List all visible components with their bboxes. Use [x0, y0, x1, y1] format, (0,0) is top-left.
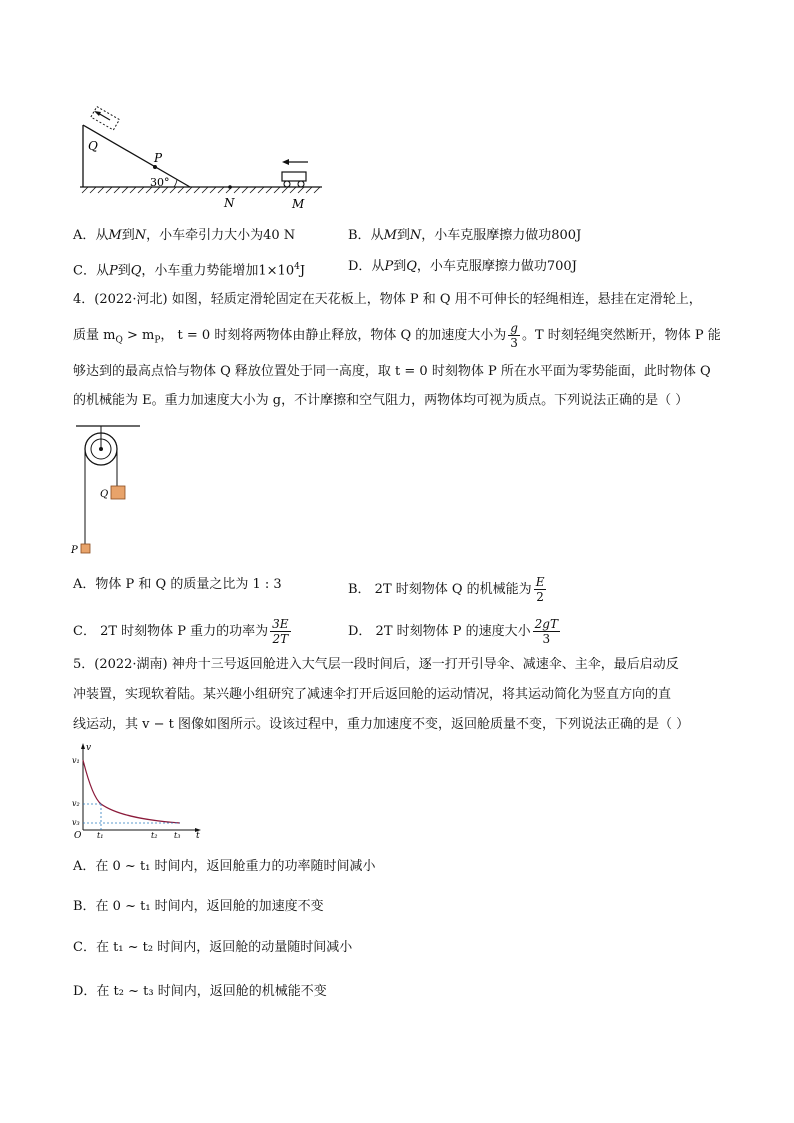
label-n: N [224, 196, 235, 210]
label-v3: v₃ [72, 818, 80, 827]
label-p: P [71, 545, 78, 556]
car-icon [282, 172, 306, 187]
q4-stem-line3: 够达到的最高点恰与物体 Q 释放位置处于同一高度，取 t = 0 时刻物体 P 所在水平面为零势能面，此时物体 Q [73, 364, 711, 379]
label-v-axis: v [86, 743, 92, 753]
q3-option-d: D．从P到Q，小车克服摩擦力做功700J [348, 259, 577, 274]
q3-option-b: B．从M到N，小车克服摩擦力做功800J [348, 228, 582, 243]
label-q: Q [88, 139, 98, 153]
label-t3: t₃ [174, 831, 181, 840]
q5-option-a: A．在 0 ~ t₁ 时间内，返回舱重力的功率随时间减小 [73, 859, 376, 874]
label-t1: t₁ [97, 831, 104, 840]
q5-stem-line2: 冲装置，实现软着陆。某兴趣小组研究了减速伞打开后返回舱的运动情况，将其运动简化为竖直方向的直 [73, 687, 672, 702]
label-v2: v₂ [72, 799, 80, 808]
q5-stem-line1: 5．(2022·湖南) 神舟十三号返回舱进入大气层一段时间后，逐一打开引导伞、减速伞、主伞，最后启动反 [73, 657, 679, 672]
label-t-axis: t [196, 831, 200, 840]
block-p [81, 544, 90, 553]
q4-stem-line2: 质量 $m_Q > m_P$， t = 0 时刻将两物体由静止释放，物体 Q 的加速度大小为 $\frac{g}{3}$ 。T 时刻轻绳突然断开，物体 P 能 [73, 321, 721, 350]
velocity-curve [83, 760, 180, 823]
q4-option-b: B． 2T 时刻物体 Q 的机械能为 $\frac{E}{2}$ [348, 575, 545, 604]
block-q [111, 486, 125, 499]
q5-stem-line3: 线运动，其 v − t 图像如图所示。设该过程中，重力加速度不变，返回舱质量不变，下列说法正确的是（ ） [73, 717, 690, 732]
q4-option-a: A．物体 P 和 Q 的质量之比为 1 : 3 [73, 577, 282, 592]
label-p: P [154, 151, 163, 165]
dashed-car-icon [91, 107, 120, 130]
label-m: M [292, 197, 305, 211]
q5-option-c: C．在 t₁ ~ t₂ 时间内，返回舱的动量随时间减小 [73, 940, 353, 955]
q3-option-a: A．从M到N，小车牵引力大小为40 N [73, 228, 296, 243]
q4-option-d: D． 2T 时刻物体 P 的速度大小 $\frac{2gT}{3}$ [348, 617, 558, 646]
q4-option-c: C． 2T 时刻物体 P 重力的功率为 $\frac{3E}{2T}$ [73, 617, 289, 646]
incline-car-figure [70, 100, 330, 215]
label-origin: O [74, 831, 82, 840]
incline-slope [83, 125, 190, 187]
label-angle: 30° [150, 176, 170, 189]
label-q: Q [100, 489, 109, 500]
q3-option-c: C．从P到Q，小车重力势能增加$1\times 10^4J$ [73, 262, 306, 279]
q5-option-b: B．在 0 ~ t₁ 时间内，返回舱的加速度不变 [73, 899, 324, 914]
label-t2: t₂ [151, 831, 158, 840]
q4-stem-line1: 4．(2022·河北) 如图，轻质定滑轮固定在天花板上，物体 P 和 Q 用不可伸长的轻绳相连，悬挂在定滑轮上， [73, 292, 702, 307]
pulley-figure [70, 420, 150, 560]
label-v1: v₁ [72, 756, 80, 765]
q5-option-d: D．在 t₂ ~ t₃ 时间内，返回舱的机械能不变 [73, 984, 327, 999]
q4-stem-line4: 的机械能为 E。重力加速度大小为 g，不计摩擦和空气阻力，两物体均可视为质点。下列说法正确的是（ ） [73, 393, 689, 408]
v-t-graph [70, 740, 205, 840]
